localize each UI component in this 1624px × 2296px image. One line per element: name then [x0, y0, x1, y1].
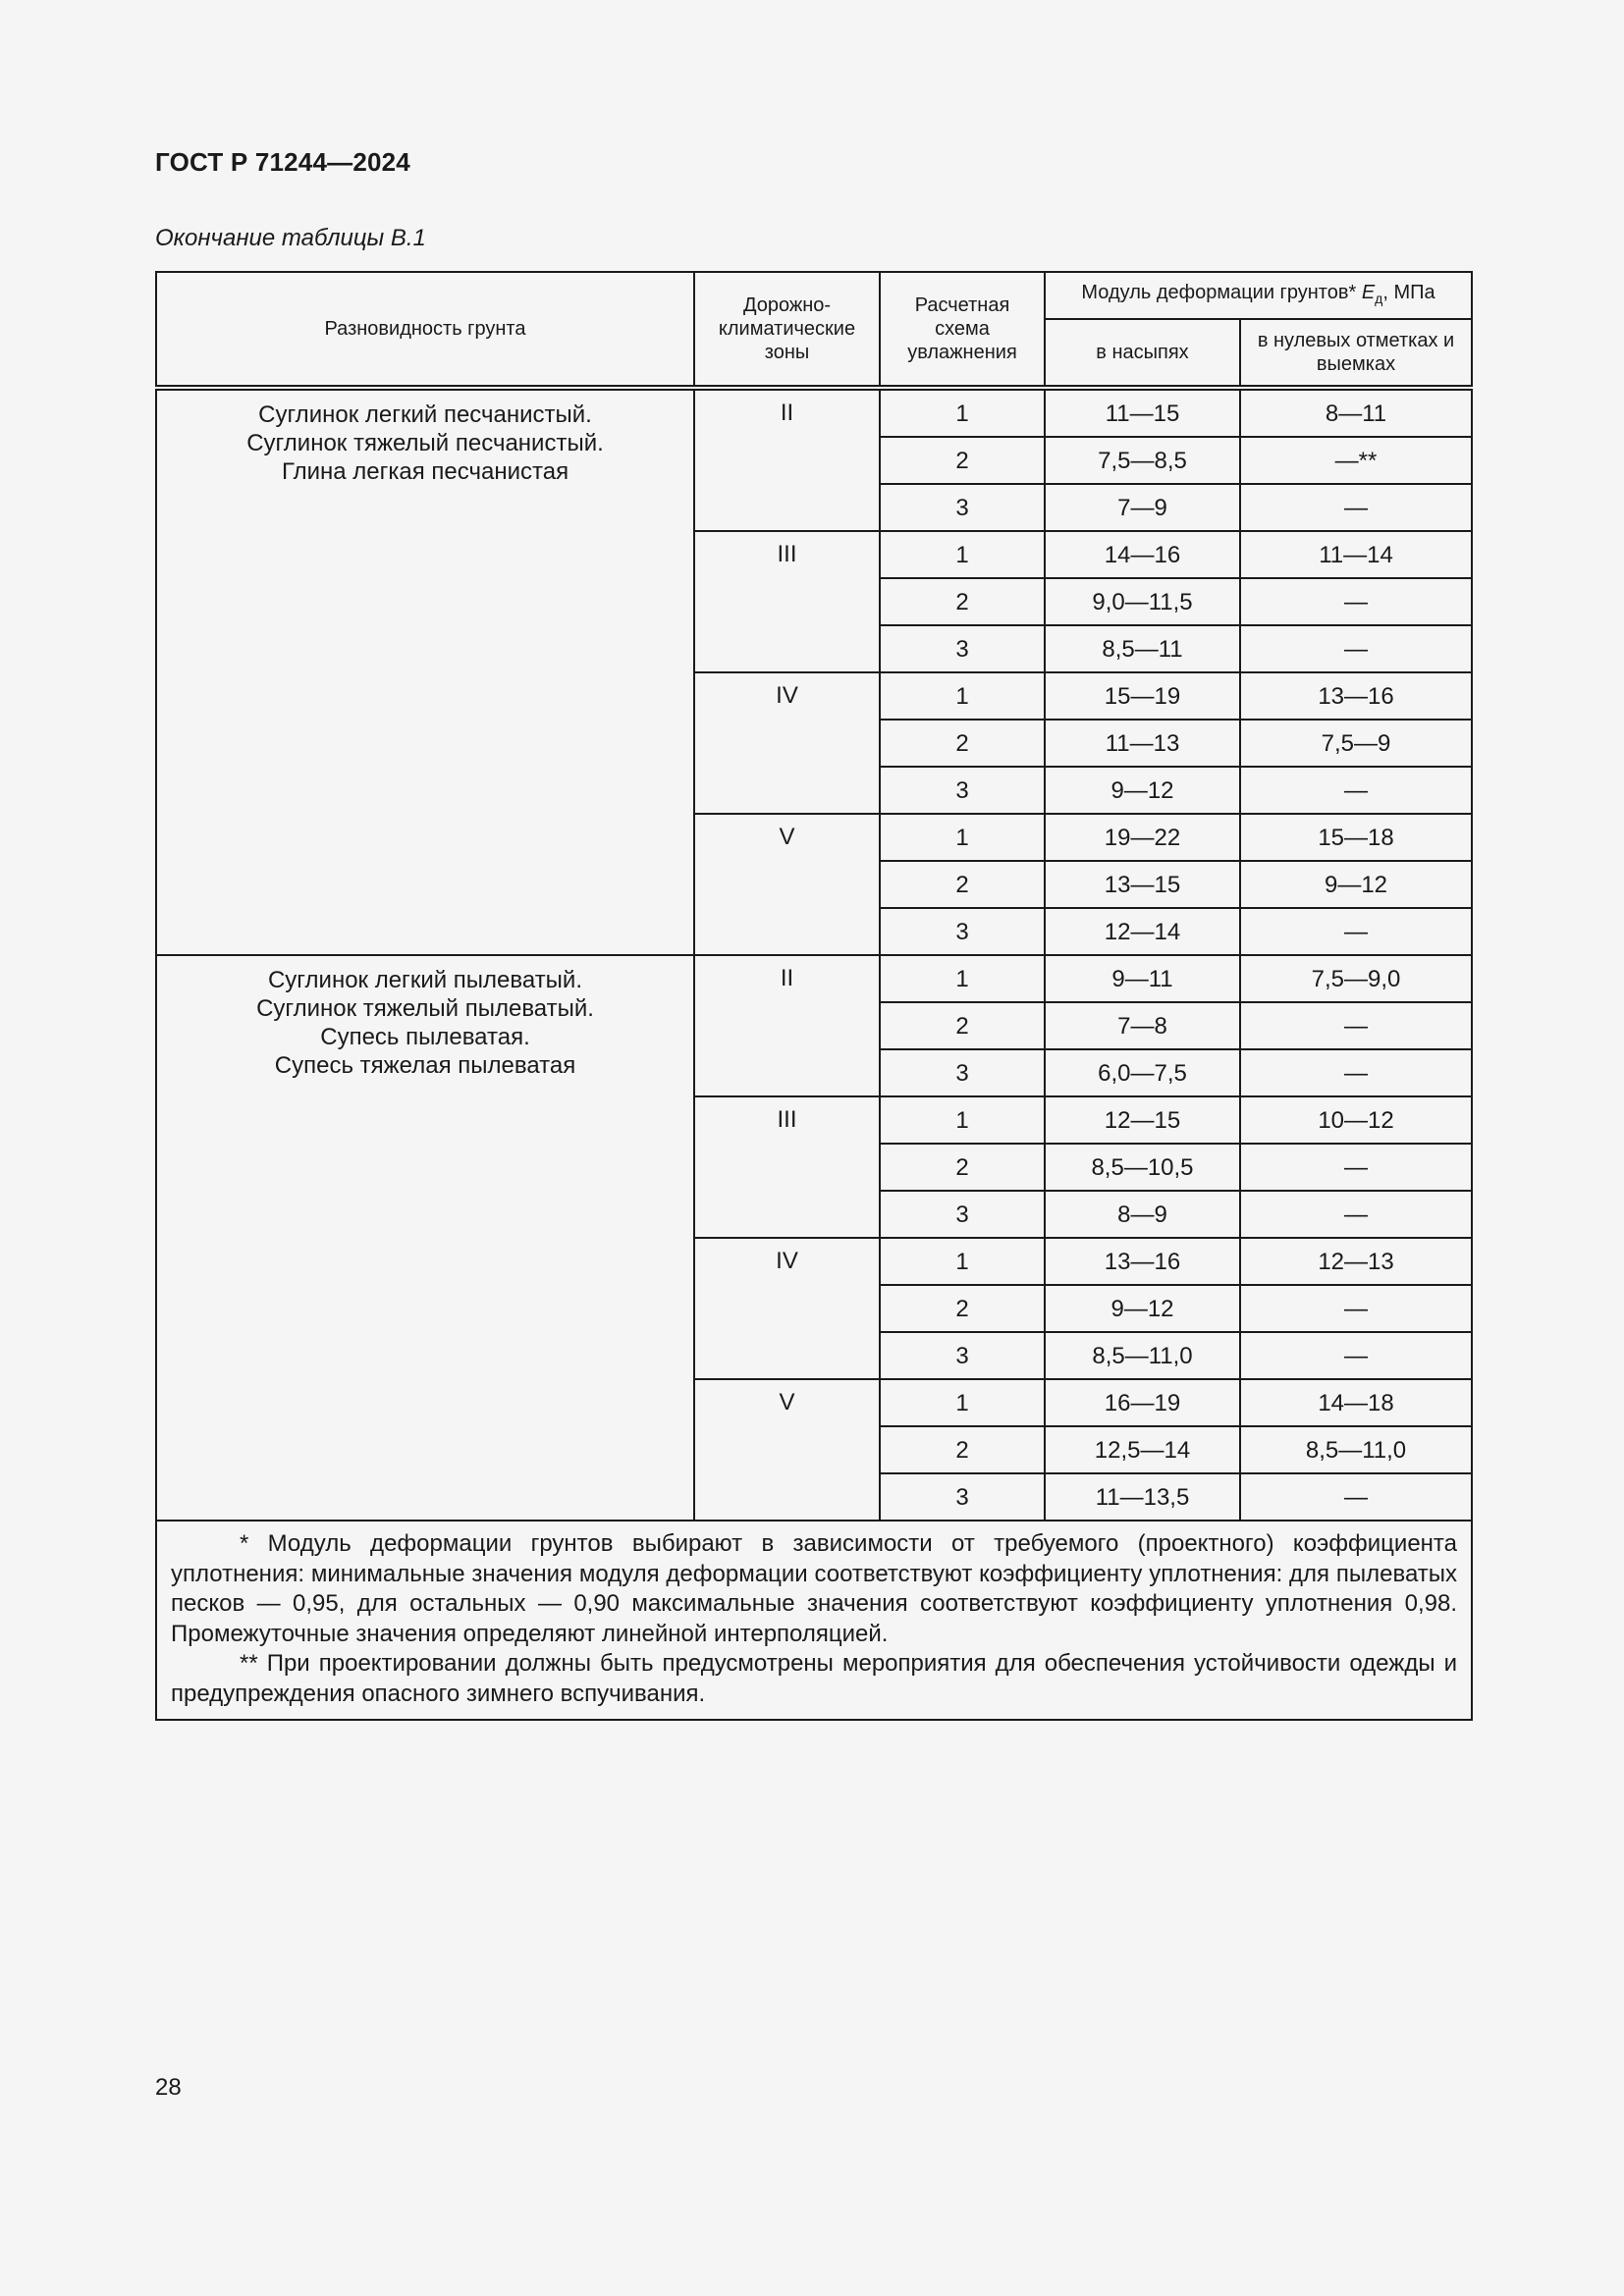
footnote-2: ** При проектировании должны быть предусмотрены мероприятия для обеспечения устойчивости одежды и предупреждения опасного зимнего вспучивания.: [171, 1650, 1458, 1707]
modulus-fill-cell: 19—22: [1045, 814, 1240, 861]
modulus-zero-cell: —**: [1240, 437, 1472, 484]
header-modulus-sub: д: [1375, 291, 1383, 306]
soil-type-cell: [156, 955, 694, 1521]
zone-cell: III: [694, 531, 880, 672]
soil-type-line: Суглинок тяжелый пылеватый.: [256, 995, 594, 1022]
modulus-zero-cell: 8—11: [1240, 388, 1472, 437]
table-caption: Окончание таблицы В.1: [155, 225, 426, 251]
header-modulus: [1045, 272, 1472, 319]
header-zones: Дорожно-климатические зоны: [694, 272, 880, 388]
zone-cell: V: [694, 814, 880, 955]
modulus-zero-cell: —: [1240, 1191, 1472, 1238]
scheme-cell: 3: [880, 1473, 1045, 1521]
table-body: [156, 388, 1472, 1521]
modulus-fill-cell: 15—19: [1045, 672, 1240, 720]
modulus-fill-cell: 9—12: [1045, 1285, 1240, 1332]
scheme-cell: 2: [880, 437, 1045, 484]
modulus-fill-cell: 7,5—8,5: [1045, 437, 1240, 484]
modulus-zero-cell: 8,5—11,0: [1240, 1426, 1472, 1473]
scheme-cell: 1: [880, 814, 1045, 861]
modulus-zero-cell: —: [1240, 908, 1472, 955]
table-row: [156, 388, 1472, 437]
zone-cell: II: [694, 955, 880, 1096]
modulus-zero-cell: 9—12: [1240, 861, 1472, 908]
modulus-fill-cell: 11—13: [1045, 720, 1240, 767]
modulus-zero-cell: —: [1240, 1285, 1472, 1332]
header-scheme: Расчетная схема увлажнения: [880, 272, 1045, 388]
modulus-fill-cell: 7—8: [1045, 1002, 1240, 1049]
header-modulus-prefix: Модуль деформации грунтов*: [1081, 282, 1362, 303]
modulus-fill-cell: 14—16: [1045, 531, 1240, 578]
modulus-zero-cell: 13—16: [1240, 672, 1472, 720]
header-in-fill: в насыпях: [1045, 319, 1240, 388]
scheme-cell: 2: [880, 1285, 1045, 1332]
scheme-cell: 2: [880, 1426, 1045, 1473]
soil-type-line: Суглинок легкий песчанистый.: [258, 401, 592, 428]
soil-type-line: Супесь пылеватая.: [320, 1024, 530, 1050]
modulus-zero-cell: 14—18: [1240, 1379, 1472, 1426]
modulus-zero-cell: —: [1240, 484, 1472, 531]
soil-type-line: Глина легкая песчанистая: [281, 458, 569, 485]
modulus-zero-cell: —: [1240, 1473, 1472, 1521]
table-row: [156, 955, 1472, 1002]
modulus-fill-cell: 8,5—11: [1045, 625, 1240, 672]
scheme-cell: 3: [880, 767, 1045, 814]
header-soil-type: Разновидность грунта: [156, 272, 694, 388]
zone-cell: V: [694, 1379, 880, 1521]
modulus-fill-cell: 8,5—11,0: [1045, 1332, 1240, 1379]
scheme-cell: 1: [880, 672, 1045, 720]
header-modulus-symbol: E: [1361, 282, 1376, 303]
zone-cell: III: [694, 1096, 880, 1238]
scheme-cell: 2: [880, 861, 1045, 908]
modulus-fill-cell: 7—9: [1045, 484, 1240, 531]
scheme-cell: 1: [880, 955, 1045, 1002]
soil-type-line: Супесь тяжелая пылеватая: [274, 1052, 576, 1079]
scheme-cell: 1: [880, 531, 1045, 578]
scheme-cell: 2: [880, 1144, 1045, 1191]
modulus-zero-cell: —: [1240, 625, 1472, 672]
scheme-cell: 3: [880, 1191, 1045, 1238]
soil-type-line: Суглинок легкий пылеватый.: [267, 967, 583, 993]
scheme-cell: 1: [880, 1096, 1045, 1144]
scheme-cell: 3: [880, 625, 1045, 672]
zone-cell: IV: [694, 672, 880, 814]
modulus-zero-cell: —: [1240, 767, 1472, 814]
modulus-zero-cell: 10—12: [1240, 1096, 1472, 1144]
scheme-cell: 2: [880, 1002, 1045, 1049]
modulus-fill-cell: 9—12: [1045, 767, 1240, 814]
modulus-fill-cell: 13—16: [1045, 1238, 1240, 1285]
modulus-fill-cell: 12,5—14: [1045, 1426, 1240, 1473]
footnote-1: * Модуль деформации грунтов выбирают в зависимости от требуемого (проектного) коэффициента уплотнения: минимальные значения модуля деформации соответствуют коэффициенту уплотнения: для пылеватых песков — 0,95, для остальных — 0,90 максимальные значения соответствуют коэффициенту уплотнения 0,98. Промежуточные значения определяют линейной интерполяцией.: [171, 1530, 1458, 1647]
modulus-zero-cell: 7,5—9,0: [1240, 955, 1472, 1002]
modulus-zero-cell: 15—18: [1240, 814, 1472, 861]
modulus-fill-cell: 13—15: [1045, 861, 1240, 908]
scheme-cell: 3: [880, 1049, 1045, 1096]
modulus-zero-cell: —: [1240, 1144, 1472, 1191]
modulus-fill-cell: 16—19: [1045, 1379, 1240, 1426]
modulus-zero-cell: 7,5—9: [1240, 720, 1472, 767]
modulus-zero-cell: —: [1240, 578, 1472, 625]
modulus-zero-cell: —: [1240, 1049, 1472, 1096]
modulus-fill-cell: 12—15: [1045, 1096, 1240, 1144]
soil-type-line: Суглинок тяжелый песчанистый.: [246, 430, 604, 456]
header-modulus-suffix: , МПа: [1382, 282, 1435, 303]
scheme-cell: 3: [880, 908, 1045, 955]
modulus-zero-cell: 11—14: [1240, 531, 1472, 578]
modulus-fill-cell: 12—14: [1045, 908, 1240, 955]
scheme-cell: 1: [880, 1238, 1045, 1285]
modulus-fill-cell: 11—15: [1045, 388, 1240, 437]
modulus-fill-cell: 9,0—11,5: [1045, 578, 1240, 625]
modulus-fill-cell: 8,5—10,5: [1045, 1144, 1240, 1191]
page-number: 28: [155, 2074, 182, 2101]
modulus-fill-cell: 6,0—7,5: [1045, 1049, 1240, 1096]
modulus-zero-cell: —: [1240, 1332, 1472, 1379]
scheme-cell: 2: [880, 578, 1045, 625]
modulus-fill-cell: 11—13,5: [1045, 1473, 1240, 1521]
soil-type-cell: [156, 388, 694, 955]
document-header: ГОСТ Р 71244—2024: [155, 147, 410, 177]
modulus-fill-cell: 9—11: [1045, 955, 1240, 1002]
scheme-cell: 3: [880, 484, 1045, 531]
modulus-zero-cell: —: [1240, 1002, 1472, 1049]
table-notes: [156, 1521, 1472, 1720]
zone-cell: II: [694, 388, 880, 531]
scheme-cell: 2: [880, 720, 1045, 767]
scheme-cell: 1: [880, 1379, 1045, 1426]
soil-modulus-table: [155, 271, 1473, 1721]
zone-cell: IV: [694, 1238, 880, 1379]
scheme-cell: 3: [880, 1332, 1045, 1379]
header-in-zero: в нулевых отметках и выемках: [1240, 319, 1472, 388]
modulus-zero-cell: 12—13: [1240, 1238, 1472, 1285]
modulus-fill-cell: 8—9: [1045, 1191, 1240, 1238]
scheme-cell: 1: [880, 388, 1045, 437]
